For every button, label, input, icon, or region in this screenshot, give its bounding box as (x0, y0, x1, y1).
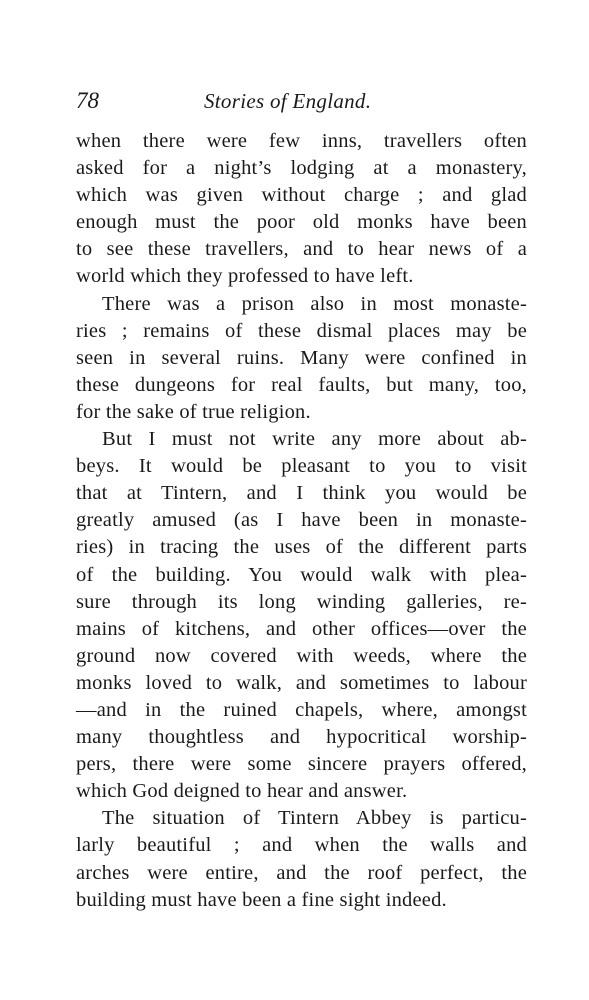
paragraph (76, 426, 527, 805)
text-line: seen in several ruins. Many were confined in (76, 346, 527, 369)
text-line: when there were few inns, travellers often (76, 130, 527, 152)
text-line: many thoughtless and hypocritical worship- (76, 726, 527, 749)
body-text (76, 128, 527, 914)
page-number: 78 (76, 88, 99, 113)
text-line: pers, there were some sincere prayers offered, (76, 753, 527, 776)
text-line: arches were entire, and the roof perfect, the (76, 861, 527, 884)
text-line: to see these travellers, and to hear news of a (76, 238, 527, 261)
text-line: beys. It would be pleasant to you to visit (76, 455, 527, 478)
book-title: Stories of England. (204, 89, 372, 113)
text-line: sure through its long winding galleries, re- (76, 590, 527, 613)
text-line: building must have been a fine sight indeed. (76, 888, 447, 911)
text-line: ries) in tracing the uses of the different parts (76, 536, 527, 559)
text-line: The situation of Tintern Abbey is particu- (102, 807, 527, 830)
text-line: for the sake of true religion. (76, 400, 311, 423)
text-line: which was given without charge ; and glad (76, 184, 527, 207)
text-line: world which they professed to have left. (76, 265, 414, 288)
text-line: greatly amused (as I have been in monaste- (76, 509, 527, 532)
paragraph (76, 291, 527, 426)
text-line: ground now covered with weeds, where the (76, 644, 527, 667)
text-line: of the building. You would walk with plea- (76, 563, 527, 586)
text-line: ries ; remains of these dismal places may be (76, 319, 527, 342)
text-line: which God deigned to hear and answer. (76, 780, 408, 803)
paragraph (76, 805, 527, 913)
text-line: mains of kitchens, and other offices—over the (76, 617, 527, 640)
text-line: monks loved to walk, and sometimes to labour (76, 671, 527, 694)
text-line: —and in the ruined chapels, where, amongst (76, 698, 527, 721)
text-line: enough must the poor old monks have been (76, 211, 527, 234)
text-line: these dungeons for real faults, but many, too, (76, 373, 527, 396)
text-line: But I must not write any more about ab- (102, 428, 527, 451)
text-line: asked for a night’s lodging at a monastery, (76, 157, 527, 180)
text-line: There was a prison also in most monaste- (102, 292, 527, 315)
running-head (76, 86, 516, 116)
text-line: larly beautiful ; and when the walls and (76, 834, 527, 857)
text-line: that at Tintern, and I think you would be (76, 482, 527, 505)
paragraph (76, 128, 527, 291)
